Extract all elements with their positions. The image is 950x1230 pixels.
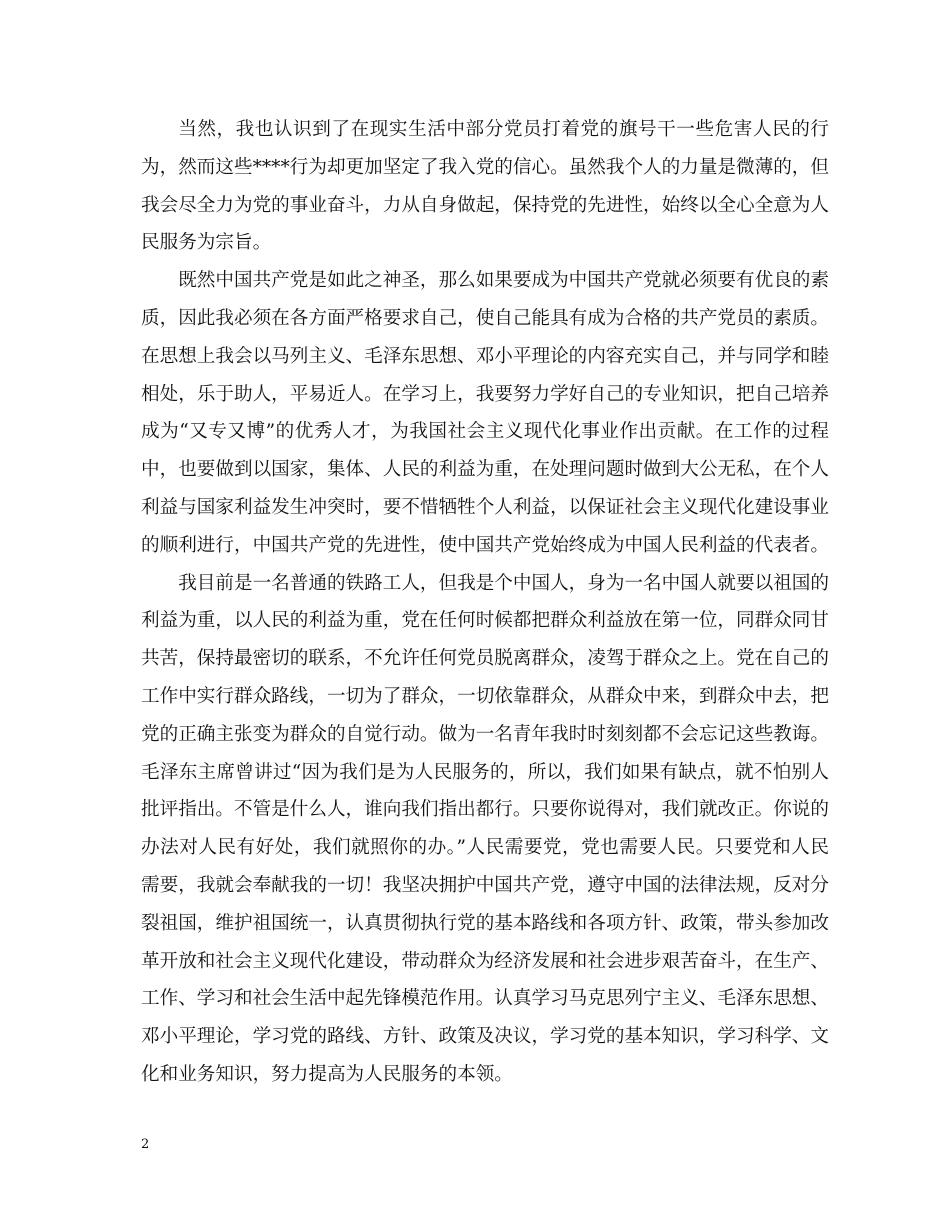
paragraph-2: 既然中国共产党是如此之神圣，那么如果要成为中国共产党就必须要有优良的素质，因此我必须在各方面严格要求自己，使自己能具有成为合格的共产党员的素质。在思想上我会以马列主义、毛泽东思想、邓小平理论的内容充实自己，并与同学和睦相处，乐于助人，平易近人。在学习上，我要努力学好自己的专业知识，把自己培养成为“又专又博”的优秀人才，为我国社会主义现代化事业作出贡献。在工作的过程中，也要做到以国家，集体、人民的利益为重，在处理问题时做到大公无私，在个人利益与国家利益发生冲突时，要不惜牺牲个人利益，以保证社会主义现代化建设事业的顺利进行，中国共产党的先进性，使中国共产党始终成为中国人民利益的代表者。: [141, 270, 829, 556]
page-number: 2: [141, 1137, 150, 1152]
paragraph-3: 我目前是一名普通的铁路工人，但我是个中国人，身为一名中国人就要以祖国的利益为重，以人民的利益为重，党在任何时候都把群众利益放在第一位，同群众同甘共苦，保持最密切的联系，不允许任何党员脱离群众，凌驾于群众之上。党在自己的工作中实行群众路线，一切为了群众，一切依靠群众，从群众中来，到群众中去，把党的正确主张变为群众的自觉行动。做为一名青年我时时刻刻都不会忘记这些教诲。毛泽东主席曾讲过“因为我们是为人民服务的，所以，我们如果有缺点，就不怕别人批评指出。不管是什么人，谁向我们指出都行。只要你说得对，我们就改正。你说的办法对人民有好处，我们就照你的办。”人民需要党，党也需要人民。只要党和人民需要，我就会奉献我的一切！我坚决拥护中国共产党，遵守中国的法律法规，反对分裂祖国，维护祖国统一，认真贯彻执行党的基本路线和各项方针、政策，带头参加改革开放和社会主义现代化建设，带动群众为经济发展和社会进步艰苦奋斗，在生产、工作、学习和社会生活中起先锋模范作用。认真学习马克思列宁主义、毛泽东思想、邓小平理论，学习党的路线、方针、政策及决议，学习党的基本知识，学习科学、文化和业务知识，努力提高为人民服务的本领。: [141, 572, 829, 1085]
document-body: [141, 111, 829, 1094]
paragraph-1: 当然，我也认识到了在现实生活中部分党员打着党的旗号干一些危害人民的行为，然而这些****行为却更加坚定了我入党的信心。虽然我个人的力量是微薄的，但我会尽全力为党的事业奋斗，力从自身做起，保持党的先进性，始终以全心全意为人民服务为宗旨。: [141, 119, 829, 254]
